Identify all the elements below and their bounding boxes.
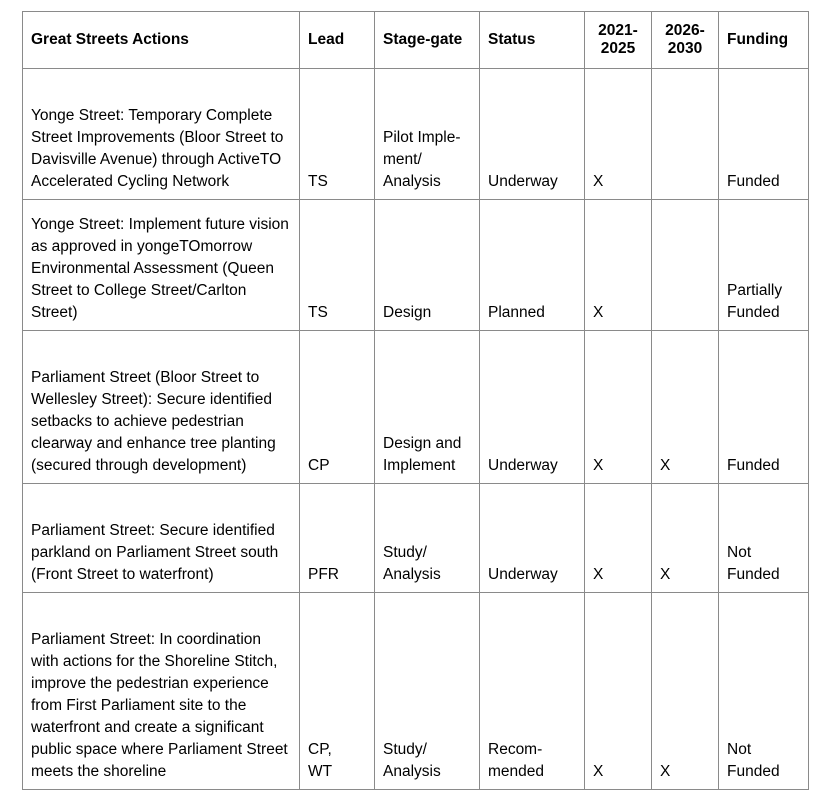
period-2026-2030-cell: X xyxy=(652,593,719,790)
funding-cell: Not Funded xyxy=(719,484,809,593)
action-cell: Parliament Street (Bloor Street to Wellesley Street): Secure identified setbacks to achieve pedestrian clearway and enhance tree planting (secured through development) xyxy=(23,331,300,484)
table-header xyxy=(23,12,809,69)
funding-cell: Not Funded xyxy=(719,593,809,790)
action-cell: Yonge Street: Implement future vision as approved in yongeTOmorrow Environmental Assessment (Queen Street to College Street/Carlton Street) xyxy=(23,200,300,331)
table-body xyxy=(23,69,809,790)
table-row xyxy=(23,593,809,790)
great-streets-actions-table xyxy=(22,11,809,790)
period-2021-2025-cell: X xyxy=(585,484,652,593)
header-row xyxy=(23,12,809,69)
stage-gate-cell: Study/ Analysis xyxy=(375,484,480,593)
lead-cell: CP xyxy=(300,331,375,484)
stage-gate-cell: Pilot Imple- ment/ Analysis xyxy=(375,69,480,200)
stage-gate-cell: Study/ Analysis xyxy=(375,593,480,790)
status-cell: Underway xyxy=(480,484,585,593)
header-lead: Lead xyxy=(300,12,375,69)
header-funding: Funding xyxy=(719,12,809,69)
table-row xyxy=(23,69,809,200)
period-2021-2025-cell: X xyxy=(585,69,652,200)
action-cell: Parliament Street: Secure identified parkland on Parliament Street south (Front Street to waterfront) xyxy=(23,484,300,593)
period-2021-2025-cell: X xyxy=(585,331,652,484)
header-stage-gate: Stage-gate xyxy=(375,12,480,69)
table-row xyxy=(23,484,809,593)
funding-cell: Partially Funded xyxy=(719,200,809,331)
header-action: Great Streets Actions xyxy=(23,12,300,69)
header-period-2026-2030: 2026- 2030 xyxy=(652,12,719,69)
period-2021-2025-cell: X xyxy=(585,593,652,790)
table-row xyxy=(23,331,809,484)
lead-cell: TS xyxy=(300,200,375,331)
status-cell: Underway xyxy=(480,69,585,200)
period-2026-2030-cell: X xyxy=(652,484,719,593)
header-status: Status xyxy=(480,12,585,69)
table-row xyxy=(23,200,809,331)
action-cell: Parliament Street: In coordination with actions for the Shoreline Stitch, improve the pedestrian experience from First Parliament site to the waterfront and create a significant public space where Parliament Street meets the shoreline xyxy=(23,593,300,790)
status-cell: Underway xyxy=(480,331,585,484)
period-2026-2030-cell xyxy=(652,200,719,331)
funding-cell: Funded xyxy=(719,69,809,200)
lead-cell: CP, WT xyxy=(300,593,375,790)
stage-gate-cell: Design and Implement xyxy=(375,331,480,484)
status-cell: Planned xyxy=(480,200,585,331)
status-cell: Recom- mended xyxy=(480,593,585,790)
header-period-2021-2025: 2021- 2025 xyxy=(585,12,652,69)
lead-cell: PFR xyxy=(300,484,375,593)
period-2026-2030-cell xyxy=(652,69,719,200)
period-2021-2025-cell: X xyxy=(585,200,652,331)
funding-cell: Funded xyxy=(719,331,809,484)
lead-cell: TS xyxy=(300,69,375,200)
period-2026-2030-cell: X xyxy=(652,331,719,484)
stage-gate-cell: Design xyxy=(375,200,480,331)
action-cell: Yonge Street: Temporary Complete Street Improvements (Bloor Street to Davisville Avenue) through ActiveTO Accelerated Cycling Network xyxy=(23,69,300,200)
